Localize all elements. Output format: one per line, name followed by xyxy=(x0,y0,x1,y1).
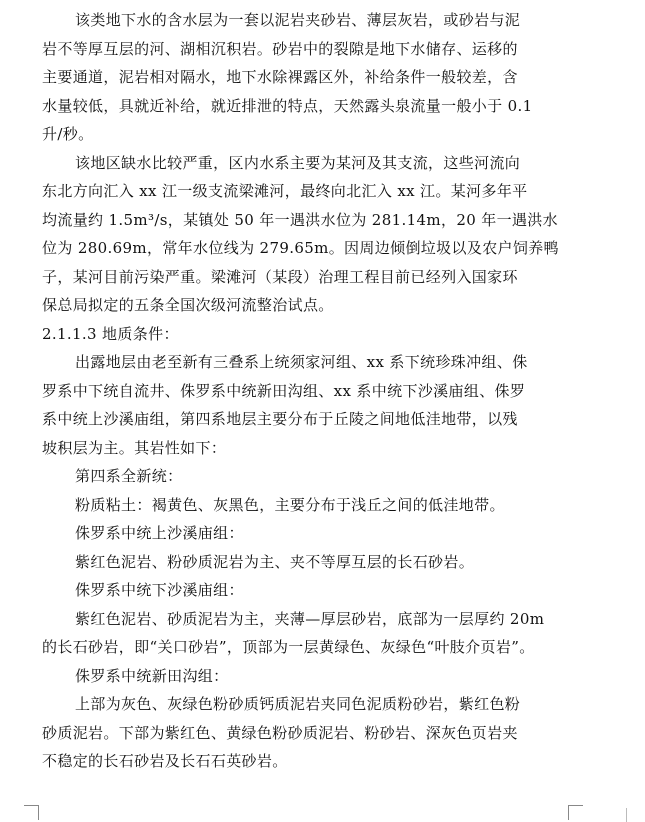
text-line: 紫红色泥岩、粉砂质泥岩为主、夹不等厚互层的长石砂岩。 xyxy=(75,552,475,571)
text-line: 岩不等厚互层的河、湖相沉积岩。砂岩中的裂隙是地下水储存、运移的 xyxy=(42,39,518,58)
text-line: 紫红色泥岩、砂质泥岩为主，夹薄—厚层砂岩，底部为一层厚约 20m xyxy=(75,609,545,628)
text-line: 均流量约 1.5m³/s，某镇处 50 年一遇洪水位为 281.14m，20 年一遇洪水 xyxy=(42,210,558,229)
text-line: 出露地层由老至新有三叠系上统须家河组、xx 系下统珍珠冲组、侏 xyxy=(75,353,528,371)
text-line: 罗系中下统自流井、侏罗系中统新田沟组、xx 系中统下沙溪庙组、侏罗 xyxy=(42,381,526,400)
paragraph xyxy=(42,6,602,149)
crop-mark-left xyxy=(24,805,39,820)
crop-mark-right xyxy=(568,805,583,820)
text-line: 侏罗系中统下沙溪庙组： xyxy=(75,581,244,599)
paragraph xyxy=(42,576,602,605)
text-line: 2.1.1.3 地质条件： xyxy=(42,324,179,343)
paragraph xyxy=(42,348,602,462)
paragraph xyxy=(42,548,602,577)
text-line: 水量较低，具就近补给，就近排泄的特点，天然露头泉流量一般小于 0.1 xyxy=(42,96,533,115)
text-line: 该类地下水的含水层为一套以泥岩夹砂岩、薄层灰岩，或砂岩与泥 xyxy=(75,11,521,29)
text-line: 粉质粘土：褐黄色、灰黑色，主要分布于浅丘之间的低洼地带。 xyxy=(75,495,505,514)
text-line: 该地区缺水比较严重，区内水系主要为某河及其支流，这些河流向 xyxy=(75,153,521,172)
text-line: 位为 280.69m，常年水位线为 279.65m。因周边倾倒垃圾以及农户饲养鸭 xyxy=(42,239,559,257)
document-body xyxy=(0,6,602,776)
paragraph xyxy=(42,690,602,776)
text-line: 第四系全新统： xyxy=(75,467,183,485)
text-line: 主要通道，泥岩相对隔水，地下水除裸露区外，补给条件一般较差，含 xyxy=(42,68,518,86)
text-line: 的长石砂岩，即“关口砂岩”，顶部为一层黄绿色、灰绿色“叶肢介页岩”。 xyxy=(42,638,535,656)
paragraph xyxy=(42,605,602,662)
paragraph xyxy=(42,491,602,520)
text-line: 不稳定的长石砂岩及长石石英砂岩。 xyxy=(42,752,288,770)
text-line: 东北方向汇入 xx 江一级支流梁滩河，最终向北汇入 xx 江。某河多年平 xyxy=(42,182,528,200)
paragraph xyxy=(42,149,602,320)
paragraph xyxy=(42,462,602,491)
paragraph xyxy=(42,320,602,349)
text-line: 坡积层为主。其岩性如下： xyxy=(42,438,227,457)
text-line: 保总局拟定的五条全国次级河流整治试点。 xyxy=(42,296,334,314)
text-line: 子，某河目前污染严重。梁滩河（某段）治理工程目前已经列入国家环 xyxy=(42,267,518,286)
text-line: 系中统上沙溪庙组，第四系地层主要分布于丘陵之间地低洼地带，以残 xyxy=(42,410,518,428)
paragraph xyxy=(42,519,602,548)
margin-rule xyxy=(626,808,627,822)
text-line: 侏罗系中统上沙溪庙组： xyxy=(75,524,244,542)
text-line: 上部为灰色、灰绿色粉砂质钙质泥岩夹同色泥质粉砂岩，紫红色粉 xyxy=(75,695,521,713)
text-line: 升/秒。 xyxy=(42,125,94,143)
text-line: 侏罗系中统新田沟组： xyxy=(75,666,229,685)
text-line: 砂质泥岩。下部为紫红色、黄绿色粉砂质泥岩、粉砂岩、深灰色页岩夹 xyxy=(42,723,518,742)
paragraph xyxy=(42,662,602,691)
